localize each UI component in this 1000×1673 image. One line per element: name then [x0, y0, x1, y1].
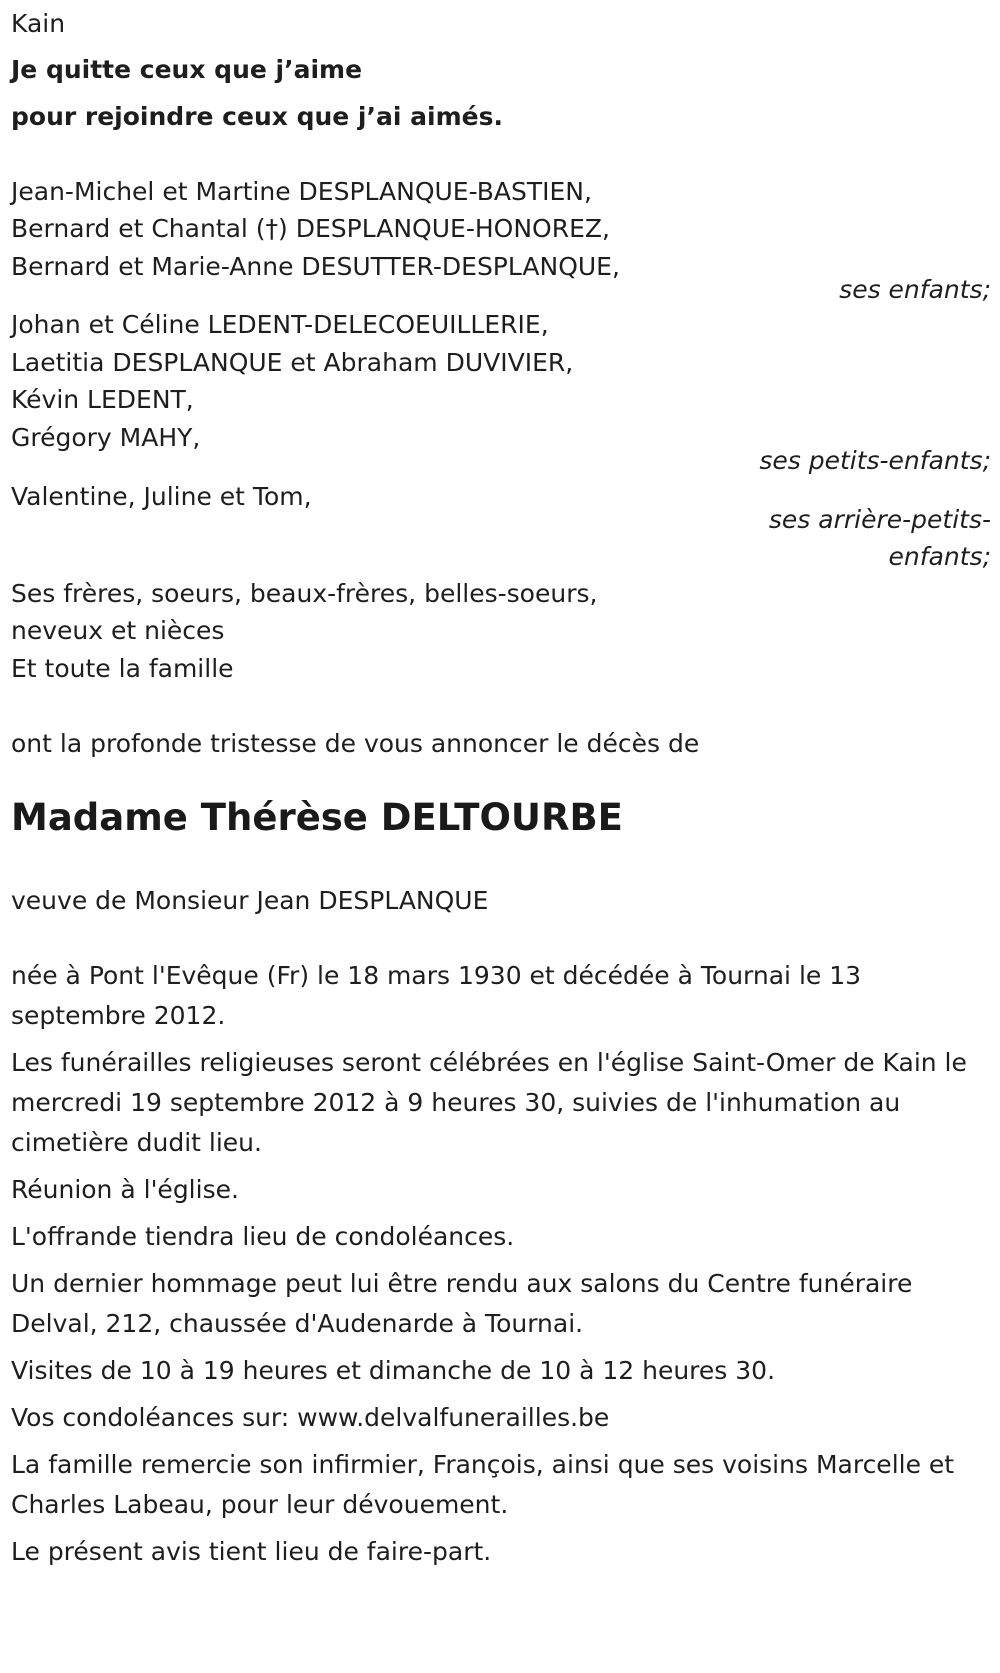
city-label: Kain [11, 9, 66, 38]
widow-of-text: veuve de Monsieur Jean DESPLANQUE [11, 886, 489, 915]
announcement-text: ont la profonde tristesse de vous annoncer le décès de [11, 729, 700, 758]
child-name: Bernard et Marie-Anne DESUTTER-DESPLANQUE, [11, 252, 620, 281]
deceased-name: Madame Thérèse DELTOURBE [11, 796, 623, 839]
funeral-info: Les funérailles religieuses seront célébrées en l'église Saint-Omer de Kain le mercredi 19 septembre 2012 à 9 heures 30, suivies de l'inhumation au cimetière dudit lieu. [11, 1048, 967, 1157]
children-role: ses enfants; [839, 275, 991, 304]
tribute-info: Un dernier hommage peut lui être rendu aux salons du Centre funéraire Delval, 212, chaussée d'Audenarde à Tournai. [11, 1269, 913, 1338]
grandchildren-group [11, 305, 991, 475]
birth-death-info: née à Pont l'Evêque (Fr) le 18 mars 1930 et décédée à Tournai le 13 septembre 2012. [11, 961, 862, 1030]
grandchild-name: Johan et Céline LEDENT-DELECOEUILLERIE, [11, 310, 549, 339]
children-group [11, 172, 991, 304]
family-line-1: Ses frères, soeurs, beaux-frères, belles-soeurs, [11, 579, 598, 608]
family-line-2: neveux et nièces [11, 616, 225, 645]
details-block [11, 956, 991, 1572]
grandchild-name: Grégory MAHY, [11, 423, 201, 452]
child-name: Bernard et Chantal (†) DESPLANQUE-HONOREZ, [11, 214, 610, 243]
great-grandchildren-role-line-1: ses arrière-petits- [768, 505, 991, 534]
family-line-3: Et toute la famille [11, 654, 234, 683]
child-name: Jean-Michel et Martine DESPLANQUE-BASTIEN, [11, 177, 592, 206]
epigraph-line-1: Je quitte ceux que j’aime [11, 55, 363, 84]
great-grandchildren-group [11, 477, 991, 577]
epigraph-line-2: pour rejoindre ceux que j’ai aimés. [11, 102, 503, 131]
visiting-hours: Visites de 10 à 19 heures et dimanche de 10 à 12 heures 30. [11, 1356, 776, 1385]
grandchild-name: Laetitia DESPLANQUE et Abraham DUVIVIER, [11, 348, 574, 377]
meeting-info: Réunion à l'église. [11, 1175, 239, 1204]
grandchild-name: Kévin LEDENT, [11, 385, 194, 414]
great-grandchildren-role-line-2: enfants; [888, 542, 991, 571]
condolences-website: Vos condoléances sur: www.delvalfunerailles.be [11, 1403, 610, 1432]
notice-info: Le présent avis tient lieu de faire-part. [11, 1537, 492, 1566]
grandchildren-role: ses petits-enfants; [759, 446, 991, 475]
offering-info: L'offrande tiendra lieu de condoléances. [11, 1222, 515, 1251]
great-grandchild-name: Valentine, Juline et Tom, [11, 482, 312, 511]
thanks-info: La famille remercie son infirmier, François, ainsi que ses voisins Marcelle et Charles Labeau, pour leur dévouement. [11, 1450, 955, 1519]
